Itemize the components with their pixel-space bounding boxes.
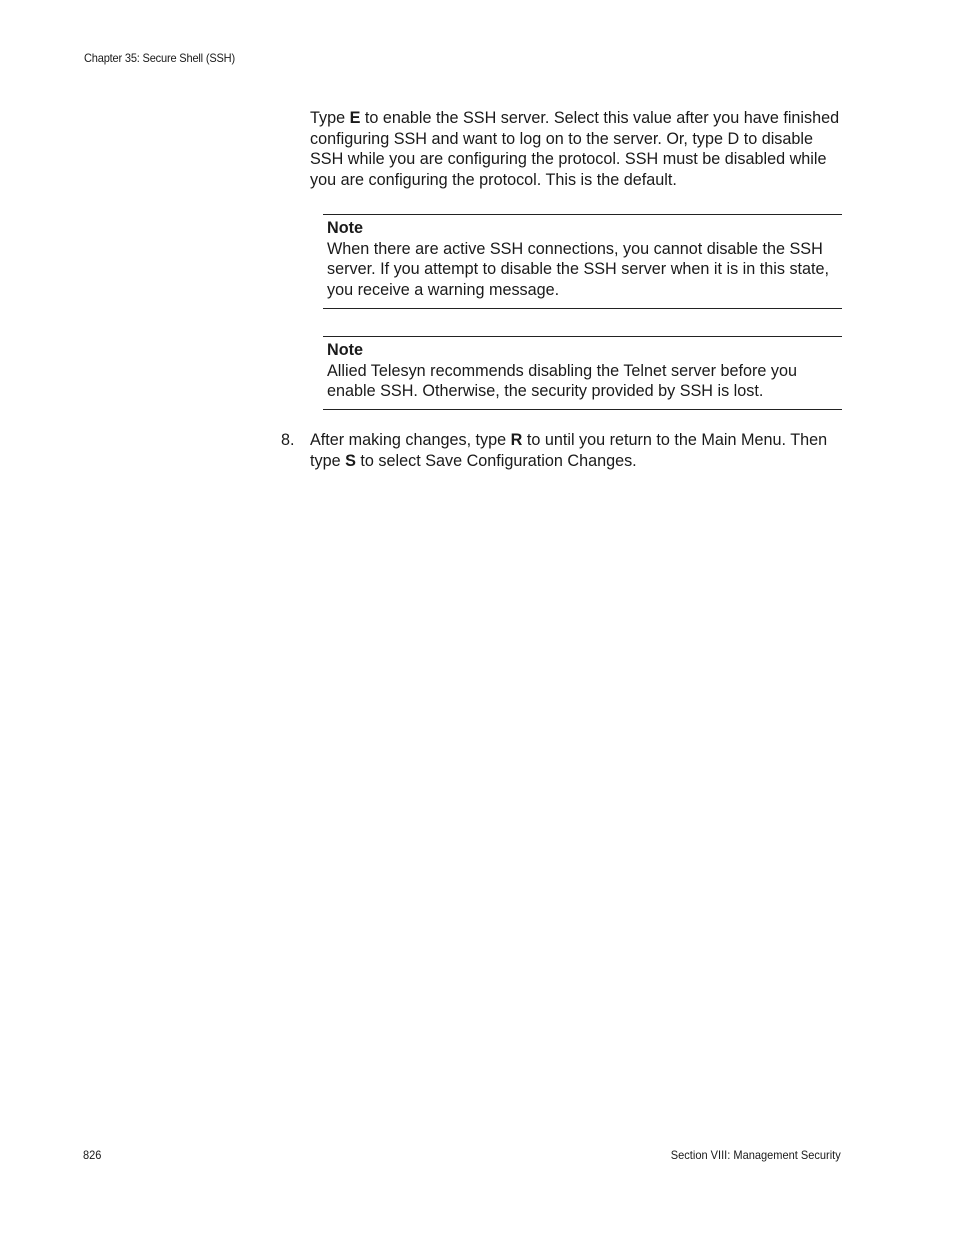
key-r: R	[510, 431, 523, 449]
intro-text-rest: to enable the SSH server. Select this value after you have finished configuring SSH and want to log on to the server. Or, type D to disable SSH while you are configuring the protocol. SSH must be disabled while you are configuring the protocol. This is the default.	[310, 109, 840, 189]
step-text-part3: to select Save Configuration Changes.	[355, 451, 637, 470]
page-number: 826	[83, 1148, 102, 1162]
note-text: Allied Telesyn recommends disabling the Telnet server before you enable SSH. Otherwise, the security provided by SSH is lost.	[327, 361, 797, 400]
step-8	[281, 430, 841, 471]
note-box-telnet	[323, 336, 842, 410]
intro-text-start: Type	[310, 109, 350, 127]
note-title: Note	[327, 219, 363, 237]
step-number: 8.	[281, 431, 295, 449]
note-text: When there are active SSH connections, you cannot disable the SSH server. If you attempt to disable the SSH server when it is in this state, you receive a warning message.	[327, 239, 830, 299]
note-title: Note	[327, 341, 363, 359]
intro-paragraph	[310, 108, 845, 190]
note-box-active-connections	[323, 214, 842, 309]
key-e: E	[349, 109, 361, 127]
key-s: S	[345, 451, 356, 470]
step-text	[310, 430, 841, 471]
step-text-part1: After making changes, type	[310, 431, 511, 449]
running-header: Chapter 35: Secure Shell (SSH)	[84, 51, 235, 65]
step-text-part2: to until you return to the Main Menu. Then type	[310, 431, 828, 470]
footer-section: Section VIII: Management Security	[671, 1148, 841, 1162]
